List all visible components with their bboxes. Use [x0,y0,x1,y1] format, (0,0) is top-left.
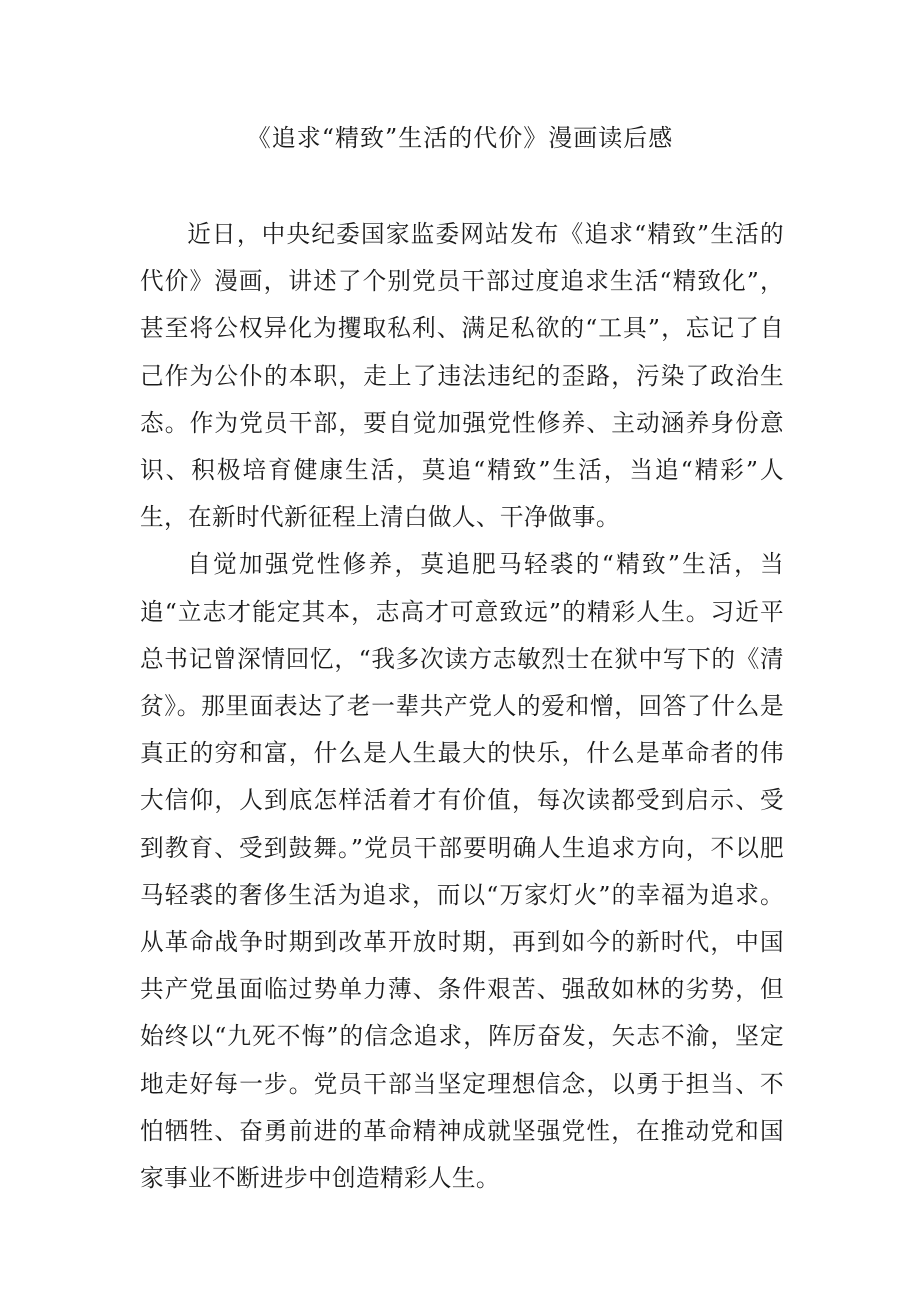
document-title: 《追求“精致”生活的代价》漫画读后感 [246,124,674,152]
paragraph-1: 近日，中央纪委国家监委网站发布《追求“精致”生活的代价》漫画，讲述了个别党员干部过度追求生活“精致化”，甚至将公权异化为攫取私利、满足私欲的“工具”，忘记了自己作为公仆的本职，走上了违法违纪的歪路，污染了政治生态。作为党员干部，要自觉加强党性修养、主动涵养身份意识、积极培育健康生活，莫追“精致”生活，当追“精彩”人生，在新时代新征程上清白做人、干净做事。 [140,220,784,532]
paragraph-2: 自觉加强党性修养，莫追肥马轻裘的“精致”生活，当追“立志才能定其本，志高才可意致远”的精彩人生。习近平总书记曾深情回忆，“我多次读方志敏烈士在狱中写下的《清贫》。那里面表达了老一辈共产党人的爱和憎，回答了什么是真正的穷和富，什么是人生最大的快乐，什么是革命者的伟大信仰，人到底怎样活着才有价值，每次读都受到启示、受到教育、受到鼓舞。”党员干部要明确人生追求方向，不以肥马轻裘的奢侈生活为追求，而以“万家灯火”的幸福为追求。从革命战争时期到改革开放时期，再到如今的新时代，中国共产党虽面临过势单力薄、条件艰苦、强敌如林的劣势，但始终以“九死不悔”的信念追求，阵厉奋发，矢志不渝，坚定地走好每一步。党员干部当坚定理想信念，以勇于担当、不怕牺牲、奋勇前进的革命精神成就坚强党性，在推动党和国家事业不断进步中创造精彩人生。 [140,550,784,1193]
document-body [140,211,784,1202]
